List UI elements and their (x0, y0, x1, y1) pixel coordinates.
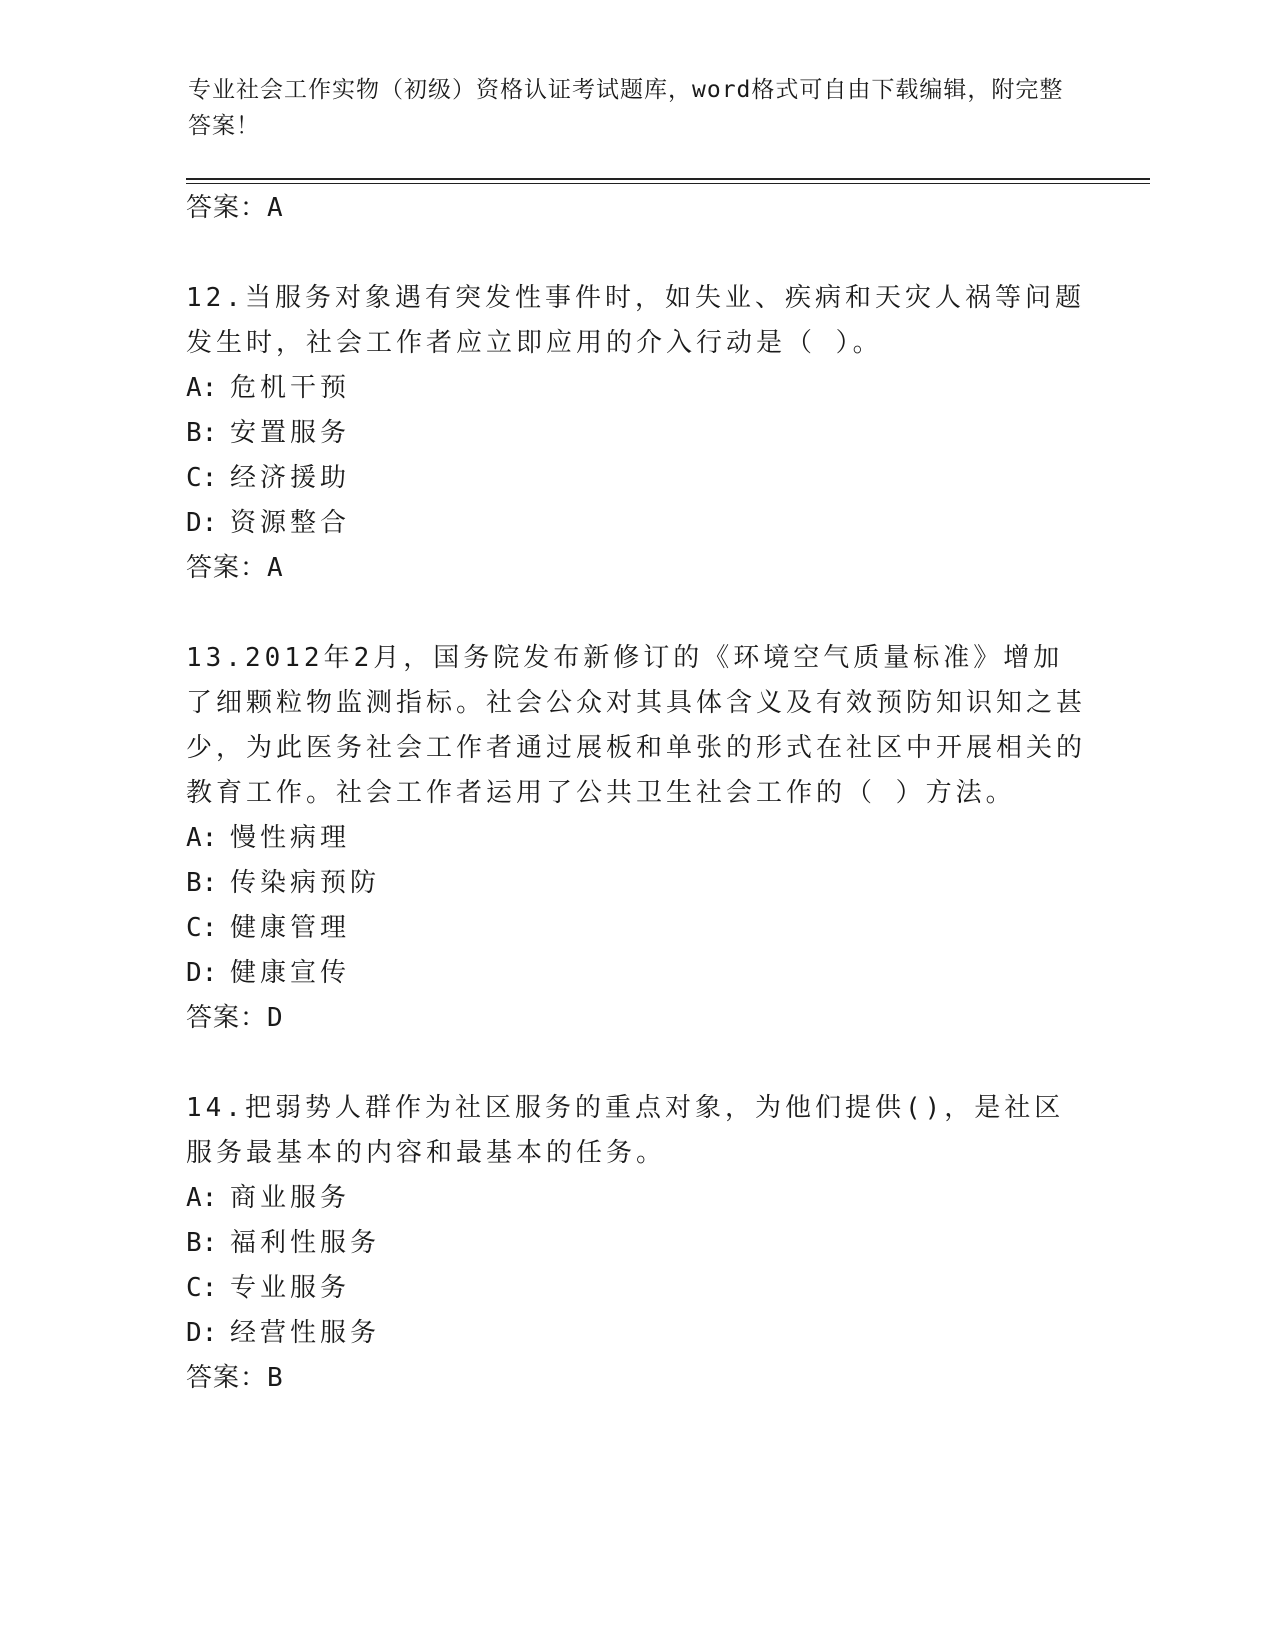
option-text: 商业服务 (230, 1183, 351, 1213)
question-text: 13.2012年2月，国务院发布新修订的《环境空气质量标准》增加了细颗粒物监测指标。社会公众对其具体含义及有效预防知识知之甚少，为此医务社会工作者通过展板和单张的形式在社区中开展相关的教育工作。社会工作者运用了公共卫生社会工作的（ ）方法。 (186, 643, 1087, 808)
option-text: 福利性服务 (230, 1228, 381, 1258)
answer-value: D (267, 1003, 284, 1033)
option-d (186, 1311, 1086, 1356)
option-key: B: (186, 868, 218, 898)
option-key: A: (186, 1183, 218, 1213)
option-key: A: (186, 373, 218, 403)
option-d (186, 951, 1086, 996)
option-text: 健康管理 (230, 913, 351, 943)
option-b (186, 861, 1086, 906)
option-text: 专业服务 (230, 1273, 351, 1303)
question-block (186, 636, 1086, 1041)
option-a (186, 1176, 1086, 1221)
answer-line (186, 186, 1086, 231)
option-key: D: (186, 1318, 218, 1348)
question-list (186, 186, 1086, 1401)
option-text: 慢性病理 (230, 823, 351, 853)
option-key: B: (186, 1228, 218, 1258)
answer-line (186, 1356, 1086, 1401)
answer-label: 答案： (186, 1003, 268, 1033)
option-key: D: (186, 958, 218, 988)
option-text: 传染病预防 (230, 868, 381, 898)
option-a (186, 816, 1086, 861)
option-c (186, 1266, 1086, 1311)
answer-value: A (267, 553, 284, 583)
header-rule-thick (186, 178, 1150, 180)
option-a (186, 366, 1086, 411)
answer-value: A (267, 193, 284, 223)
answer-label: 答案： (186, 553, 268, 583)
option-key: A: (186, 823, 218, 853)
page-header: 专业社会工作实物（初级）资格认证考试题库，word格式可自由下载编辑，附完整答案！ (188, 77, 1064, 139)
answer-label: 答案： (186, 193, 268, 223)
answer-value: B (267, 1363, 284, 1393)
option-c (186, 456, 1086, 501)
option-key: C: (186, 1273, 218, 1303)
option-b (186, 1221, 1086, 1266)
option-b (186, 411, 1086, 456)
option-text: 安置服务 (230, 418, 351, 448)
answer-line (186, 996, 1086, 1041)
option-key: C: (186, 463, 218, 493)
option-key: B: (186, 418, 218, 448)
option-text: 资源整合 (230, 508, 351, 538)
option-key: C: (186, 913, 218, 943)
answer-line (186, 546, 1086, 591)
option-text: 健康宣传 (230, 958, 351, 988)
option-d (186, 501, 1086, 546)
question-text: 14.把弱势人群作为社区服务的重点对象，为他们提供()，是社区服务最基本的内容和最基本的任务。 (186, 1093, 1065, 1168)
answer-label: 答案： (186, 1363, 268, 1393)
header-rule-thin (186, 183, 1150, 184)
option-text: 危机干预 (230, 373, 351, 403)
option-key: D: (186, 508, 218, 538)
question-text: 12.当服务对象遇有突发性事件时，如失业、疾病和天灾人祸等问题发生时，社会工作者应立即应用的介入行动是（ ）。 (186, 283, 1085, 358)
option-text: 经济援助 (230, 463, 351, 493)
question-block (186, 1086, 1086, 1401)
question-block (186, 276, 1086, 591)
option-c (186, 906, 1086, 951)
option-text: 经营性服务 (230, 1318, 381, 1348)
